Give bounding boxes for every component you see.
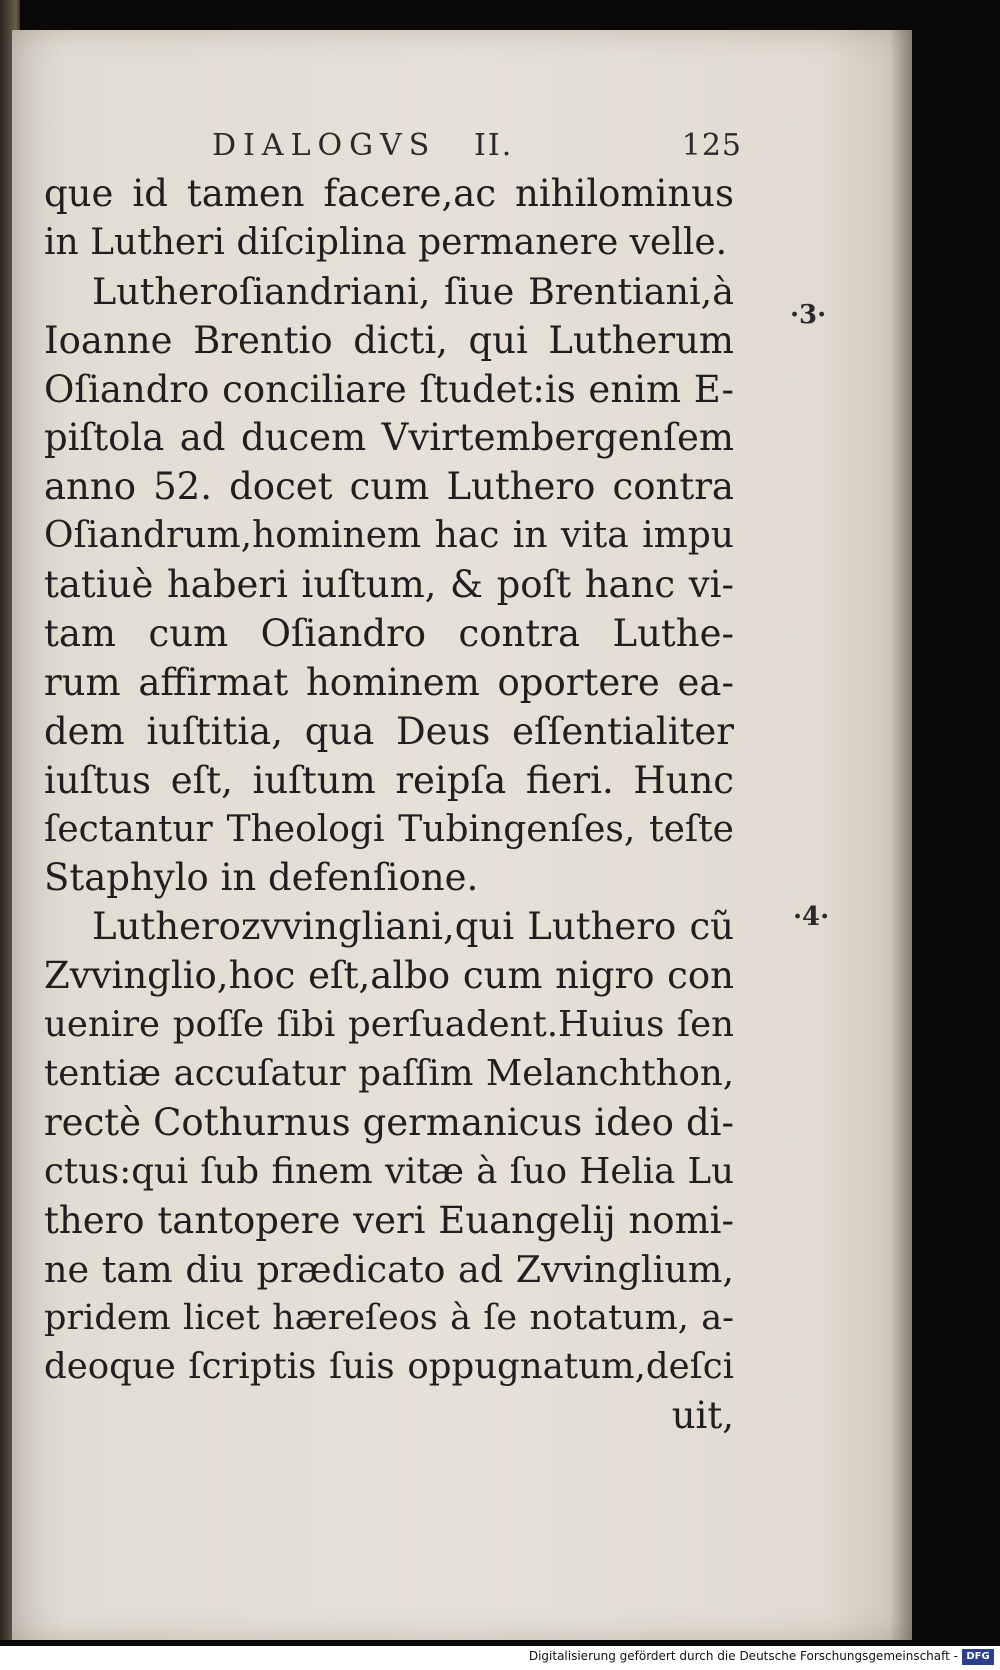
margin-note-4: ·4·: [793, 902, 830, 932]
text-line: ſectantur Theologi Tubingenſes, teſte: [44, 808, 734, 850]
text-line: Lutherozvvingliani,qui Luthero cũ: [92, 905, 734, 949]
header-dialogue-number: II.: [474, 128, 514, 163]
text-line: ne tam diu prædicato ad Zvvinglium,: [44, 1247, 734, 1291]
text-line: in Lutheri diſciplina permanere velle.: [44, 221, 728, 263]
text-line: tatiuè haberi iuſtum, & poſt hanc vi-: [44, 563, 734, 607]
text-line: thero tantopere veri Euangelij nomi-: [44, 1198, 734, 1242]
text-line: pridem licet hæreſeos à ſe notatum, a-: [44, 1298, 734, 1339]
funding-credit: Digitalisierung gefördert durch die Deutsche Forschungsgemeinschaft -: [528, 1649, 958, 1663]
text-line: deoque ſcriptis ſuis oppugnatum,deſci: [44, 1346, 734, 1388]
text-line: Ioanne Brentio dicti, qui Lutherum: [44, 318, 734, 362]
page-number: 125: [681, 128, 742, 163]
body-text: [44, 170, 734, 1441]
catchword: uit,: [671, 1394, 734, 1438]
running-header: [212, 128, 742, 172]
header-title: DIALOGVS: [212, 128, 437, 163]
text-line: Oſiandrum,hominem hac in vita impu: [44, 515, 734, 557]
text-line: piſtola ad ducem Vvirtembergenſem: [44, 416, 734, 460]
margin-note-3: ·3·: [790, 300, 827, 330]
text-line: ctus:qui ſub finem vitæ à ſuo Helia Lu: [44, 1150, 734, 1192]
text-line: Oſiandro conciliare ſtudet:is enim E-: [44, 367, 734, 411]
text-line: Staphylo in defenſione.: [44, 856, 479, 900]
text-line: anno 52. docet cum Luthero contra: [44, 465, 734, 509]
text-line: tentiæ accuſatur paſſim Melanchthon,: [44, 1053, 734, 1095]
footer-bar: [0, 1646, 1000, 1670]
dfg-logo: DFG: [962, 1649, 994, 1665]
text-line: Lutheroſiandriani, ſiue Brentiani,à: [92, 269, 734, 313]
text-line: dem iuſtitia, qua Deus eſſentialiter: [44, 709, 734, 753]
page-edge-shadow: [890, 30, 912, 1640]
text-line: iuſtus eſt, iuſtum reipſa fieri. Hunc: [44, 758, 734, 802]
text-line: tam cum Oſiandro contra Luthe-: [44, 612, 734, 656]
text-line: que id tamen facere,ac nihilominus: [44, 172, 734, 215]
text-line: Zvvinglio,hoc eſt,albo cum nigro con: [44, 954, 734, 998]
text-line: rectè Cothurnus germanicus ideo di-: [44, 1100, 734, 1144]
text-line: rum affirmat hominem oportere ea-: [44, 660, 734, 704]
text-line: uenire poſſe ſibi perſuadent.Huius ſen: [44, 1004, 734, 1046]
